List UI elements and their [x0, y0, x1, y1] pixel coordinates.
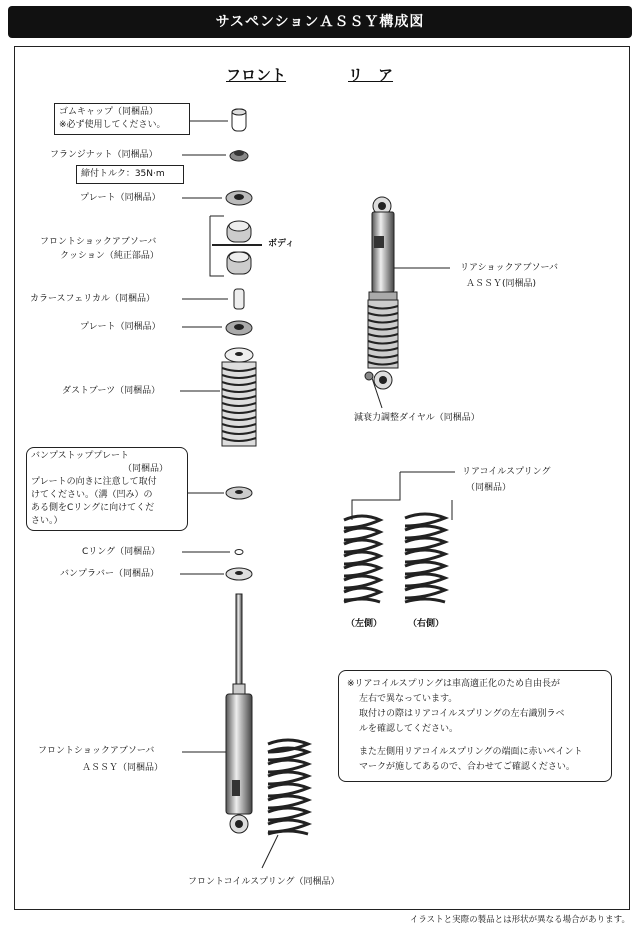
body-label: ボディ — [268, 239, 295, 249]
bump-stop-plate-note-1: プレートの向きに注意して取付 — [31, 477, 157, 487]
bump-rubber-label: バンプラバー（同梱品） — [60, 569, 160, 579]
note-line-4: ルを確認してください。 — [359, 724, 459, 734]
cushion-label-1: フロントショックアブソーバ — [40, 237, 157, 247]
rear-shock-label-2: ＡＳＳＹ(同梱品) — [466, 279, 537, 289]
note-line-6: マークが施してあるので、合わせてご確認ください。 — [359, 762, 575, 772]
collar-label: カラースフェリカル（同梱品） — [30, 294, 156, 304]
rear-spring-note — [338, 670, 612, 782]
footer-disclaimer: イラストと実際の製品とは形状が異なる場合があります。 — [409, 915, 630, 925]
rear-spring-label-1: リアコイルスプリング — [462, 467, 551, 477]
damping-dial-label: 減衰力調整ダイヤル（同梱品） — [354, 413, 480, 423]
rear-spring-label-2: （同梱品） — [466, 483, 512, 493]
rear-shock-label-1: リアショックアブソーバ — [460, 263, 559, 273]
note-line-2: 左右で異なっています。 — [359, 694, 458, 704]
bump-stop-plate-label — [26, 447, 188, 531]
plate2-label: プレート（同梱品） — [80, 322, 161, 332]
torque-label: 締付トルク：35N·m — [76, 165, 184, 184]
rubber-cap-note: ※必ず使用してください。 — [59, 120, 166, 130]
bump-stop-plate-included: （同梱品） — [123, 464, 169, 474]
cushion-label-2: クッション（純正部品） — [60, 251, 159, 261]
rear-right-label: （右側） — [408, 619, 445, 629]
front-shock-label-2: ＡＳＳＹ（同梱品） — [82, 763, 164, 773]
dust-boot-label: ダストブーツ（同梱品） — [62, 386, 161, 396]
bump-stop-plate-note-2: けてください。（溝（凹み）の — [31, 490, 153, 500]
c-ring-label: Cリング（同梱品） — [82, 547, 161, 557]
bump-stop-plate-note-3: ある側をCリングに向けてくだ — [31, 503, 155, 513]
front-spring-label: フロントコイルスプリング（同梱品） — [188, 877, 340, 887]
header-rear: リ ア — [348, 66, 394, 84]
rubber-cap-label — [54, 103, 190, 135]
flange-nut-label: フランジナット（同梱品） — [50, 150, 158, 160]
note-line-5: また左側用リアコイルスプリングの端面に赤いペイント — [359, 747, 583, 757]
rear-left-label: （左側） — [346, 619, 383, 629]
plate1-label: プレート（同梱品） — [80, 193, 161, 203]
front-shock-label-1: フロントショックアブソーバ — [38, 746, 155, 756]
header-front: フロント — [226, 66, 287, 84]
rubber-cap-name: ゴムキャップ（同梱品） — [59, 107, 159, 117]
note-line-3: 取付けの際はリアコイルスプリングの左右識別ラベ — [359, 709, 565, 719]
diagram-title: サスペンションＡＳＳＹ構成図 — [215, 14, 425, 30]
bump-stop-plate-note-4: さい。） — [31, 516, 63, 526]
bump-stop-plate-name: バンプストッププレート — [31, 451, 130, 461]
note-line-1: ※リアコイルスプリングは車高適正化のため自由長が — [347, 679, 561, 689]
